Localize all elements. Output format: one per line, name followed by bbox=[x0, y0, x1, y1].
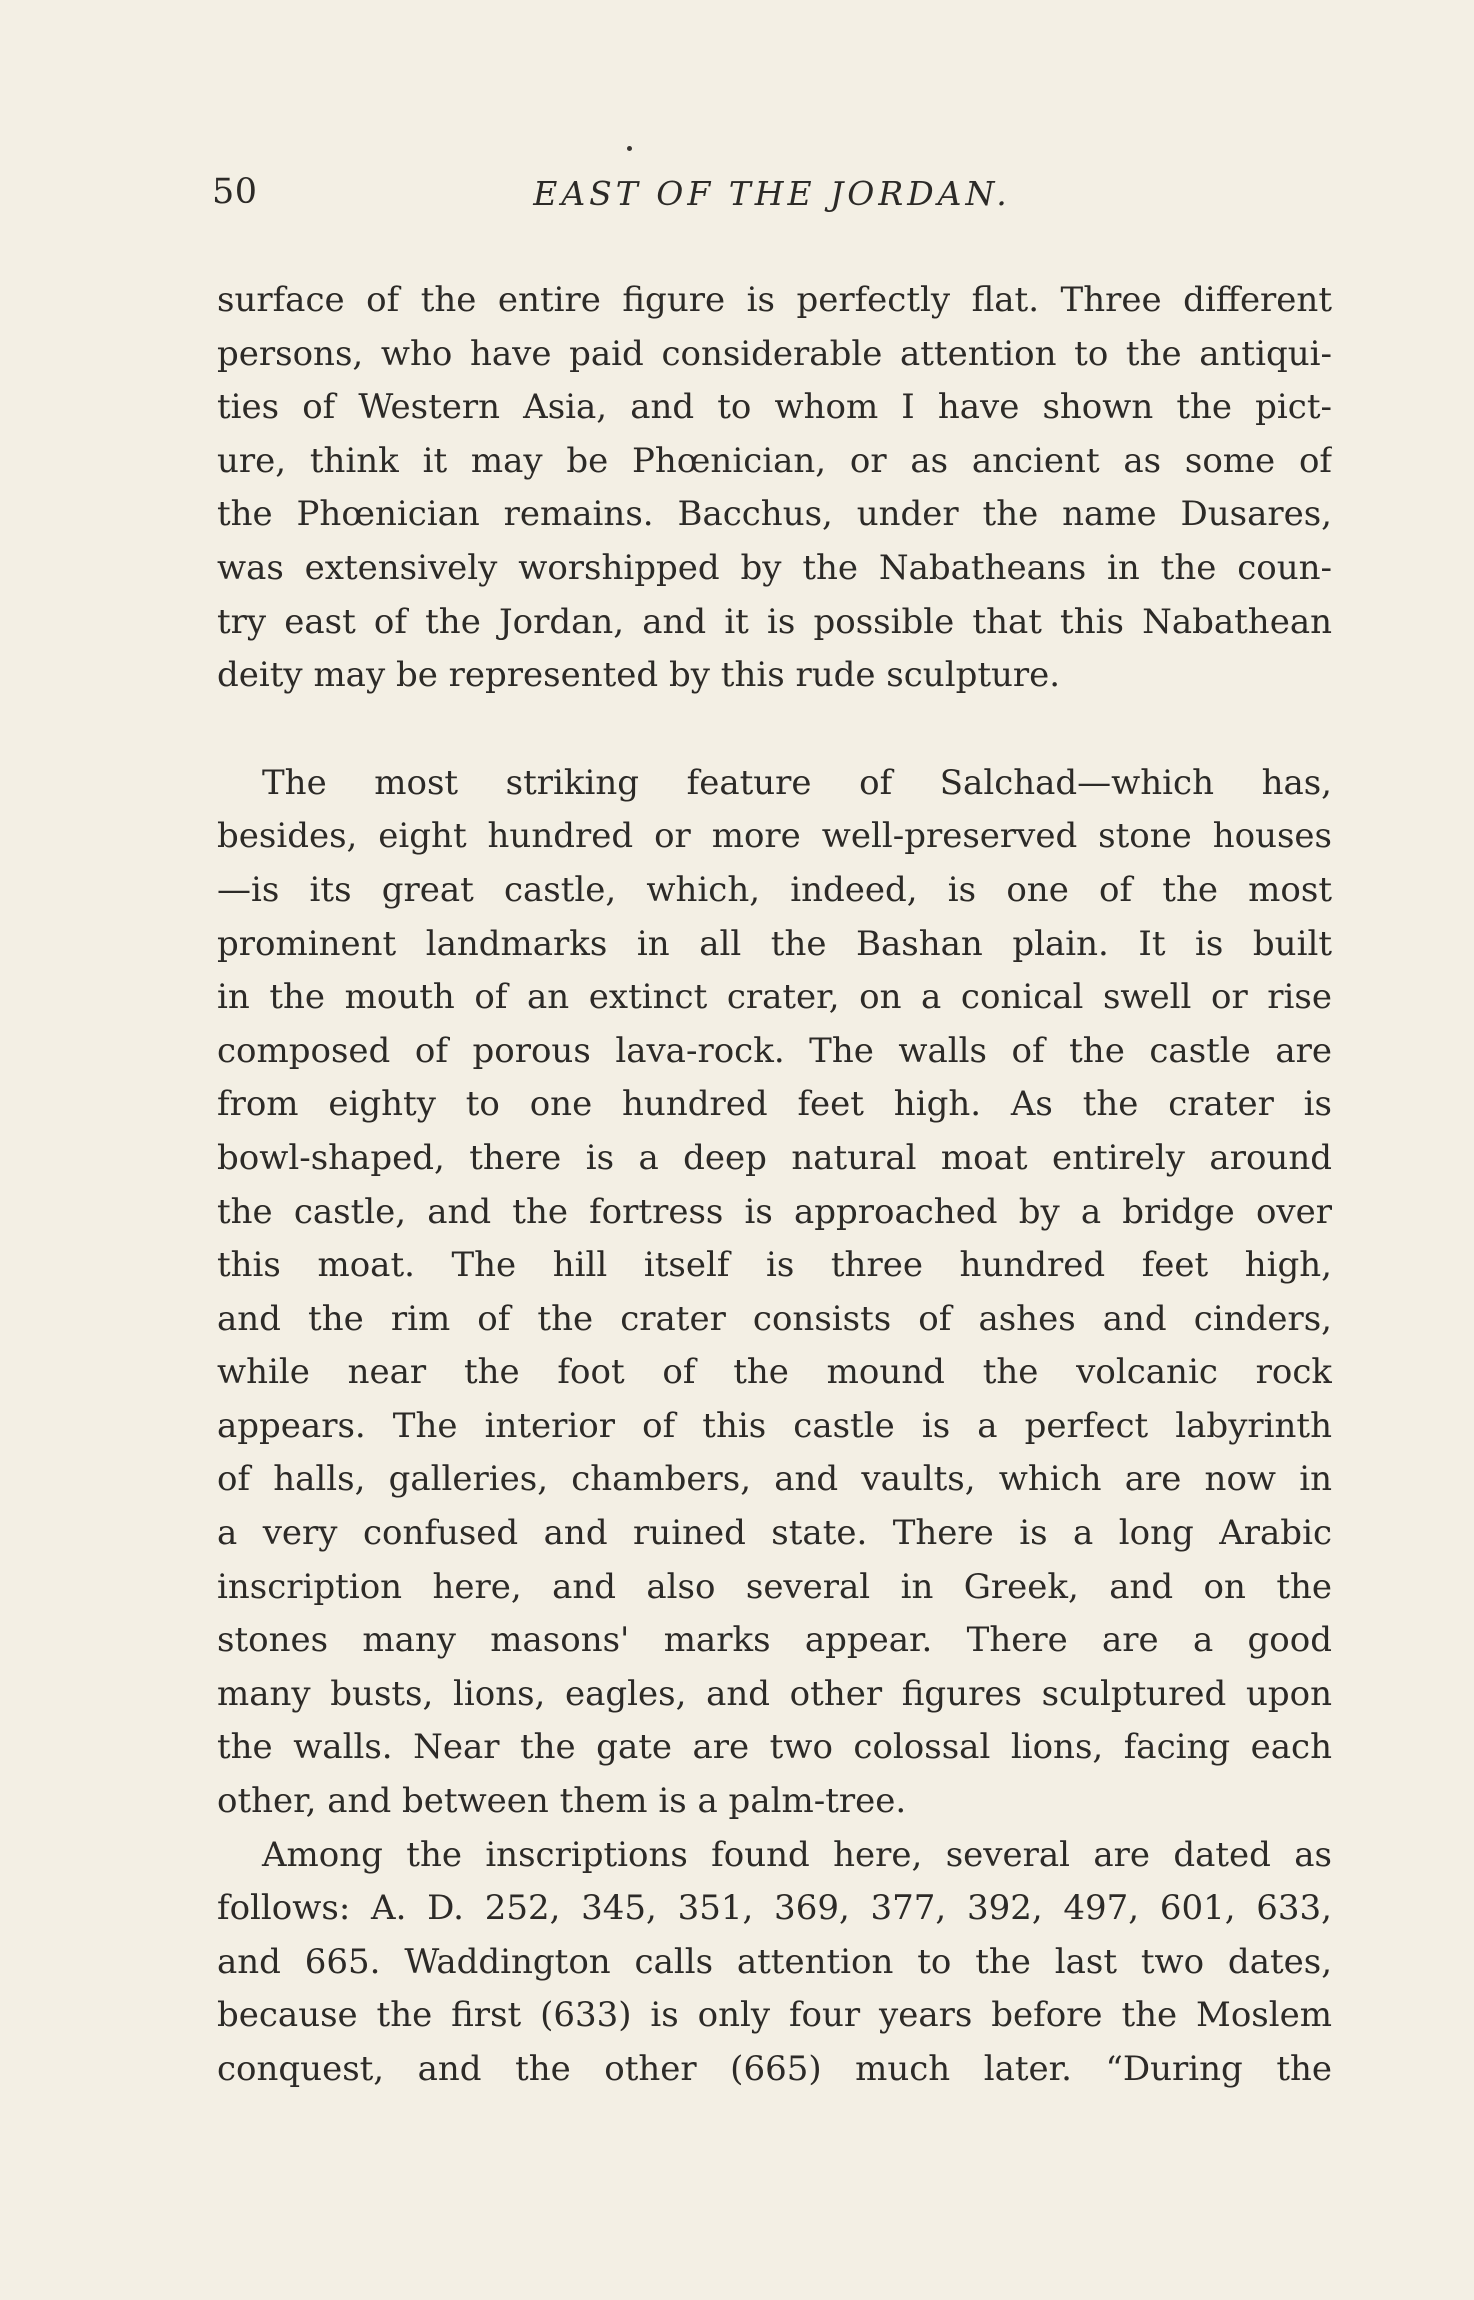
text-line: inscription here, and also several in Greek, and on the bbox=[217, 1566, 1332, 1607]
running-title: EAST OF THE JORDAN. bbox=[533, 174, 1011, 213]
text-line: while near the foot of the mound the volcanic rock bbox=[217, 1352, 1332, 1393]
text-line: many busts, lions, eagles, and other figures sculptured upon bbox=[217, 1673, 1332, 1714]
text-line: a very confused and ruined state. There is a long Arabic bbox=[217, 1513, 1332, 1554]
text-line: the walls. Near the gate are two colossal lions, facing each bbox=[217, 1727, 1332, 1768]
text-line: this moat. The hill itself is three hundred feet high, bbox=[217, 1245, 1332, 1286]
text-line: other, and between them is a palm-tree. bbox=[217, 1781, 907, 1822]
text-line: the castle, and the fortress is approached by a bridge over bbox=[217, 1191, 1332, 1232]
text-line: The most striking feature of Salchad—which has, bbox=[262, 762, 1332, 803]
page-header bbox=[212, 172, 1332, 232]
text-line: ties of Western Asia, and to whom I have shown the pict- bbox=[217, 387, 1332, 428]
text-line: ure, think it may be Phœnician, or as ancient as some of bbox=[217, 440, 1332, 481]
text-line: —is its great castle, which, indeed, is one of the most bbox=[217, 869, 1332, 910]
text-line: in the mouth of an extinct crater, on a conical swell or rise bbox=[217, 977, 1332, 1018]
paragraph-gap bbox=[217, 703, 1332, 757]
text-line: because the first (633) is only four years before the Moslem bbox=[217, 1995, 1332, 2036]
text-line: follows: A. D. 252, 345, 351, 369, 377, 392, 497, 601, 633, bbox=[217, 1888, 1332, 1929]
text-line: of halls, galleries, chambers, and vaults, which are now in bbox=[217, 1459, 1332, 1500]
text-line: conquest, and the other (665) much later. “During the bbox=[217, 2049, 1332, 2089]
text-line: Among the inscriptions found here, several are dated as bbox=[262, 1834, 1332, 1875]
text-line: try east of the Jordan, and it is possible that this Nabathean bbox=[217, 601, 1332, 642]
text-line: bowl-shaped, there is a deep natural moat entirely around bbox=[217, 1137, 1332, 1178]
text-line: besides, eight hundred or more well-preserved stone houses bbox=[217, 816, 1332, 857]
print-speck bbox=[627, 146, 632, 151]
text-line: and the rim of the crater consists of ashes and cinders, bbox=[217, 1298, 1332, 1339]
text-line: composed of porous lava-rock. The walls of the castle are bbox=[217, 1030, 1332, 1071]
text-line: appears. The interior of this castle is a perfect labyrinth bbox=[217, 1405, 1332, 1446]
text-line: the Phœnician remains. Bacchus, under the name Dusares, bbox=[217, 494, 1332, 535]
text-line: deity may be represented by this rude sculpture. bbox=[217, 655, 1061, 696]
text-line: stones many masons' marks appear. There are a good bbox=[217, 1620, 1332, 1661]
text-line: prominent landmarks in all the Bashan plain. It is built bbox=[217, 923, 1332, 964]
page-number: 50 bbox=[212, 172, 258, 212]
text-line: from eighty to one hundred feet high. As the crater is bbox=[217, 1084, 1332, 1125]
text-line: and 665. Waddington calls attention to the last two dates, bbox=[217, 1941, 1332, 1982]
text-line: was extensively worshipped by the Nabatheans in the coun- bbox=[217, 547, 1332, 588]
text-line: surface of the entire figure is perfectly flat. Three different bbox=[217, 280, 1332, 320]
body-text bbox=[217, 274, 1332, 2097]
text-line: persons, who have paid considerable attention to the antiqui- bbox=[217, 333, 1332, 374]
